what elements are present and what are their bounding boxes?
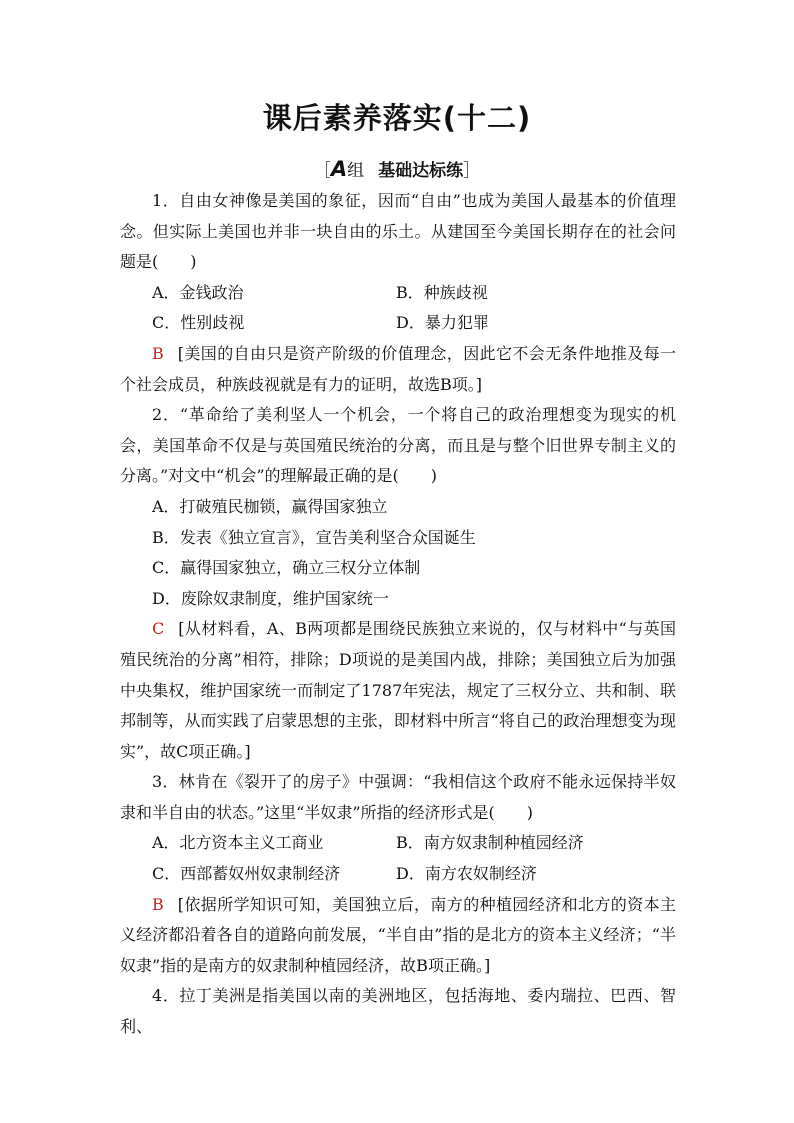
question-3-option-b: B．南方奴隶制种植园经济	[396, 833, 584, 853]
bracket-open: ［	[313, 161, 331, 181]
question-3-answer	[120, 890, 676, 982]
question-3-option-a: A．北方资本主义工商业	[152, 833, 324, 853]
section-heading	[0, 156, 794, 181]
question-1-option-c: C．性别歧视	[152, 313, 245, 333]
answer-letter: B	[152, 343, 164, 363]
question-4-stem: 4．拉丁美洲是指美国以南的美洲地区，包括海地、委内瑞拉、巴西、智利、	[120, 986, 676, 1037]
question-3-option-d: D．南方农奴制经济	[396, 864, 537, 884]
question-3-options-row-1	[120, 828, 676, 859]
question-2-answer	[120, 614, 676, 767]
question-2-option-a: A．打破殖民枷锁，赢得国家独立	[152, 496, 388, 516]
question-2-option-b: B．发表《独立宣言》，宣告美利坚合众国诞生	[152, 527, 476, 547]
group-suffix: 组	[347, 161, 365, 181]
question-1-answer	[120, 339, 676, 400]
question-3-stem: 3．林肯在《裂开了的房子》中强调：“我相信这个政府不能永远保持半奴隶和半自由的状态。”这里“半奴隶”所指的经济形式是( )	[120, 772, 676, 822]
question-1-option-a: A．金钱政治	[152, 282, 244, 302]
answer-explanation: [从材料看，A、B两项都是围绕民族独立来说的，仅与材料中“与英国殖民统治的分离”相符，排除；D项说的是美国内战，排除；美国独立后为加强中央集权，维护国家统一而制定了1787年宪法，规定了三权分立、共和制、联邦制等，从而实践了启蒙思想的主张，即材料中所言“将自己的政治理想变为现实”，故C项正确。]	[120, 619, 676, 761]
question-3-option-c: C．西部蓄奴州奴隶制经济	[152, 864, 341, 884]
question-1-stem: 1．自由女神像是美国的象征，因而“自由”也成为美国人最基本的价值理念。但实际上美国也并非一块自由的乐土。从建国至今美国长期存在的社会问题是( )	[120, 191, 676, 272]
bracket-close: ］	[463, 161, 481, 181]
answer-explanation: [依据所学知识可知，美国独立后，南方的种植园经济和北方的资本主义经济都沿着各自的道路向前发展，“半自由”指的是北方的资本主义经济；“半奴隶”指的是南方的奴隶制种植园经济，故B项正确。]	[120, 894, 676, 975]
question-2-option-c: C．赢得国家独立，确立三权分立体制	[152, 558, 421, 578]
question-2-stem: 2．“革命给了美利坚人一个机会，一个将自己的政治理想变为现实的机会，美国革命不仅是与英国殖民统治的分离，而且是与整个旧世界专制主义的分离。”对文中“机会”的理解最正确的是( )	[120, 405, 676, 486]
group-letter: A	[330, 157, 348, 181]
question-1-option-d: D．暴力犯罪	[396, 313, 489, 333]
question-list	[120, 186, 676, 1043]
question-2-option-d: D．废除奴隶制度，维护国家统一	[152, 588, 389, 608]
question-3-options-row-2	[120, 859, 676, 890]
answer-explanation: [美国的自由只是资产阶级的价值理念，因此它不会无条件地推及每一个社会成员，种族歧视就是有力的证明，故选B项。]	[120, 343, 676, 394]
section-name: 基础达标练	[378, 161, 464, 181]
question-1-option-b: B．种族歧视	[396, 282, 488, 302]
answer-letter: B	[152, 894, 164, 914]
answer-letter: C	[152, 619, 165, 639]
question-1-options-row-2	[120, 308, 676, 339]
page-title: 课后素养落实(十二)	[262, 101, 532, 135]
question-1-options-row-1	[120, 278, 676, 309]
